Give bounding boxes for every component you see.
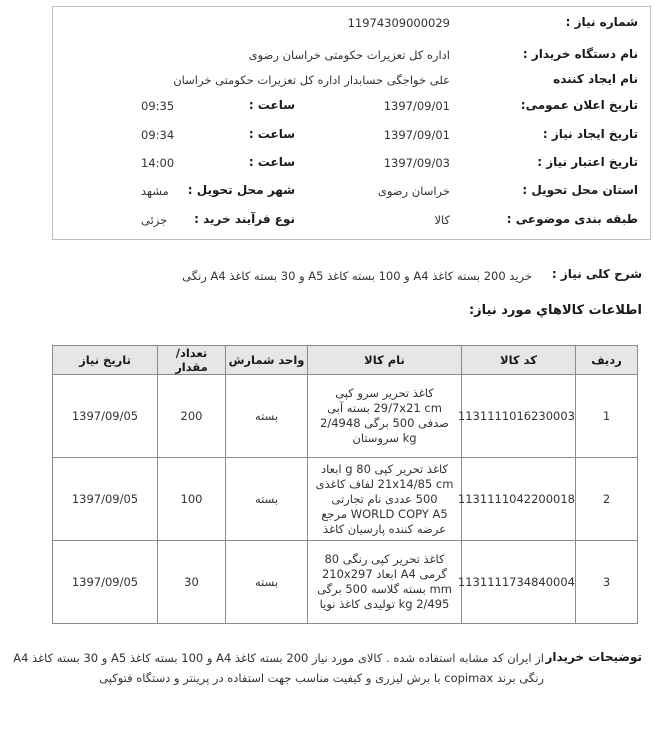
create-time-value: 09:34 xyxy=(141,128,175,142)
goods-unit: بسته xyxy=(226,541,308,624)
need-number-value: 11974309000029 xyxy=(347,16,450,30)
announce-time-label: ساعت : xyxy=(248,98,295,112)
valid-time-value: 14:00 xyxy=(141,156,175,170)
create-date-value: 1397/09/01 xyxy=(383,128,450,142)
row-number: 1 xyxy=(576,375,638,458)
goods-date: 1397/09/05 xyxy=(53,375,158,458)
create-date-row xyxy=(53,125,650,149)
creator-row xyxy=(53,70,650,94)
valid-date-value: 1397/09/03 xyxy=(383,156,450,170)
goods-date: 1397/09/05 xyxy=(53,541,158,624)
goods-table xyxy=(52,345,638,624)
creator-label: نام ایجاد کننده xyxy=(553,72,638,86)
need-number-label: شماره نیاز : xyxy=(565,15,638,29)
header-name: نام کالا xyxy=(308,346,462,375)
valid-time-label: ساعت : xyxy=(248,155,295,169)
goods-name: کاغذ تحریر سرو کپی 29/7x21 cm بسته آبی صدفی 500 برگی 2/4948 kg سروستان xyxy=(308,375,462,458)
announce-date-row xyxy=(53,96,650,120)
goods-name: کاغذ تحریر کپی رنگی 80 گرمی A4 ابعاد 210x297 mm بسته گلاسه 500 برگی 2/495 kg تولیدی کاغذ نویا xyxy=(308,541,462,624)
buyer-org-value: اداره کل تعزیرات حکومتی خراسان رضوی xyxy=(248,48,450,62)
goods-qty: 100 xyxy=(158,458,226,541)
announce-time-value: 09:35 xyxy=(141,99,175,113)
summary-value: خرید 200 بسته کاغذ A4 و 100 بسته کاغذ A5 و 30 بسته کاغذ A4 رنگی xyxy=(182,269,532,283)
creator-value: علی خواجگی حسابدار اداره کل تعزیرات حکومتی خراسان xyxy=(173,73,450,87)
goods-date: 1397/09/05 xyxy=(53,458,158,541)
create-date-label: تاریخ ایجاد نیاز : xyxy=(542,127,638,141)
buyer-org-label: نام دستگاه خریدار : xyxy=(522,47,638,61)
goods-table-header xyxy=(53,346,638,375)
table-row xyxy=(53,375,638,458)
goods-code: 1131111016230003 xyxy=(462,375,576,458)
announce-date-label: تاریخ اعلان عمومی: xyxy=(520,98,638,112)
delivery-city-label: شهر محل تحویل : xyxy=(187,183,295,197)
create-time-label: ساعت : xyxy=(248,127,295,141)
buyer-notes-label: توضیحات خریدار xyxy=(545,650,642,664)
delivery-province-label: استان محل تحویل : xyxy=(522,183,638,197)
category-row xyxy=(53,210,650,234)
delivery-row xyxy=(53,181,650,205)
process-value: جزئی xyxy=(141,213,168,227)
row-number: 3 xyxy=(576,541,638,624)
delivery-province-value: خراسان رضوی xyxy=(377,184,450,198)
goods-code: 1131111042200018 xyxy=(462,458,576,541)
goods-code: 1131111734840004 xyxy=(462,541,576,624)
header-date: تاریخ نیاز xyxy=(53,346,158,375)
goods-unit: بسته xyxy=(226,458,308,541)
header-qty: تعداد/ مقدار xyxy=(158,346,226,375)
need-number-row xyxy=(53,13,650,37)
delivery-city-value: مشهد xyxy=(141,184,169,198)
category-value: کالا xyxy=(434,213,450,227)
buyer-notes-text: از ایران کد مشابه استفاده شده . کالای مورد نیاز 200 بسته کاغذ A4 و 100 بسته کاغذ A5 و 30 بسته کاغذ A4 رنگی برند copimax با برش لیزری و کیفیت مناسب جهت استفاده در پرینتر و دستگاه فتوکپی xyxy=(13,651,544,685)
goods-qty: 30 xyxy=(158,541,226,624)
row-number: 2 xyxy=(576,458,638,541)
goods-qty: 200 xyxy=(158,375,226,458)
header-row-number: ردیف xyxy=(576,346,638,375)
valid-date-row xyxy=(53,153,650,177)
table-row xyxy=(53,541,638,624)
goods-name: کاغذ تحریر کپی 80 g ابعاد 21x14/85 cm لفاف کاغذی 500 عددی نام تجارتی WORLD COPY A5 مرجع عرضه کننده پارسیان کاغذ xyxy=(308,458,462,541)
process-label: نوع فرآیند خرید : xyxy=(194,212,295,226)
goods-section-title: اطلاعات کالاهاي مورد نياز: xyxy=(468,303,642,318)
goods-unit: بسته xyxy=(226,375,308,458)
summary-label: شرح کلی نیاز : xyxy=(551,267,642,281)
category-label: طبقه بندی موضوعی : xyxy=(506,212,638,226)
header-unit: واحد شمارش xyxy=(226,346,308,375)
table-row xyxy=(53,458,638,541)
announce-date-value: 1397/09/01 xyxy=(383,99,450,113)
header-code: کد کالا xyxy=(462,346,576,375)
valid-date-label: تاریخ اعتبار نیاز : xyxy=(537,155,638,169)
need-info-box xyxy=(52,6,651,240)
buyer-org-row xyxy=(53,45,650,69)
